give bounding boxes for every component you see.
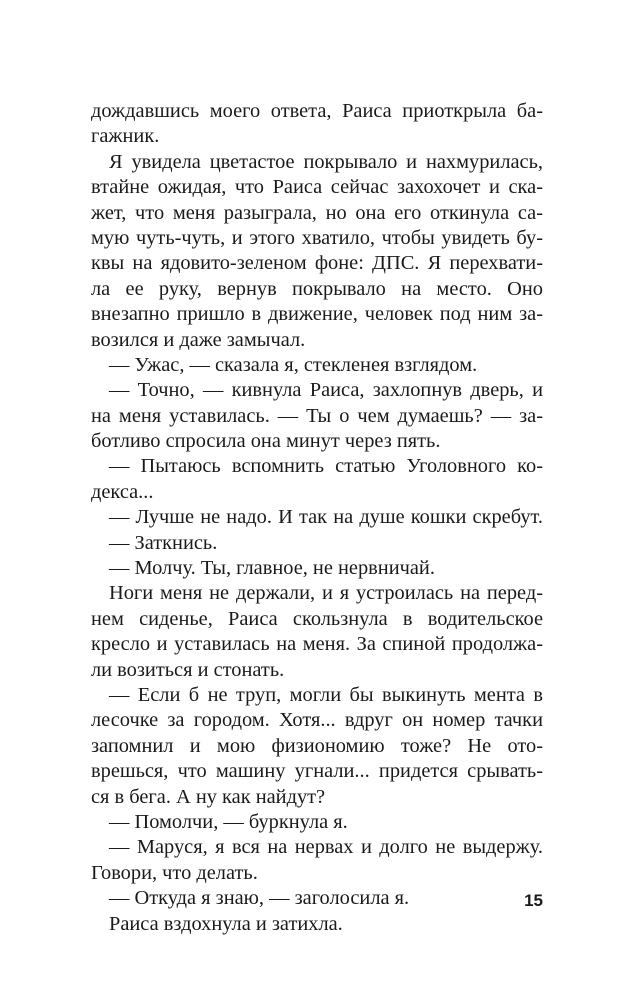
text-line: гажник. <box>91 125 160 148</box>
text-line: декса... <box>91 480 154 503</box>
text-line: ся в бега. А ну как найдут? <box>91 785 326 808</box>
text-line: — Точно, — кивнула Раиса, захлопнув дверь, и <box>109 379 543 402</box>
text-line: ботливо спросила она минут через пять. <box>91 430 441 453</box>
text-line: лесочке за городом. Хотя... вдруг он номер тачки <box>91 709 543 732</box>
text-line: мую чуть-чуть, и этого хватило, чтобы увидеть бу- <box>91 226 543 249</box>
text-line: — Откуда я знаю, — заголосила я. <box>109 887 410 910</box>
text-line: — Лучше не надо. И так на душе кошки скребут. <box>109 506 543 529</box>
text-line: квы на ядовито-зеленом фоне: ДПС. Я перехвати- <box>91 252 543 275</box>
text-line: дождавшись моего ответа, Раиса приоткрыла ба- <box>91 100 543 122</box>
text-line: — Пытаюсь вспомнить статью Уголовного ко- <box>109 455 543 478</box>
text-line: на меня уставилась. — Ты о чем думаешь? — за- <box>91 404 543 427</box>
text-line: — Молчу. Ты, главное, не нервничай. <box>109 557 435 580</box>
text-line: врешься, что машину угнали... придется срывать- <box>91 760 543 783</box>
text-line: — Ужас, — сказала я, стекленея взглядом. <box>109 353 478 376</box>
body-text <box>91 99 543 937</box>
page-number: 15 <box>524 891 543 910</box>
text-line: — Помолчи, — буркнула я. <box>109 810 348 833</box>
text-line: жет, что меня разыграла, но она его откинула са- <box>91 201 543 224</box>
text-line: Ноги меня не держали, и я устроилась на перед- <box>109 582 543 605</box>
text-line: втайне ожидая, что Раиса сейчас захохочет и ска- <box>91 176 543 199</box>
text-line: Говори, что делать. <box>91 861 258 884</box>
text-line: — Заткнись. <box>109 531 218 554</box>
text-line: запомнил и мою физиономию тоже? Не ото- <box>91 734 543 757</box>
text-line: кресло и уставилась на меня. За спиной продолжа- <box>91 633 543 656</box>
text-line: ла ее руку, вернув покрывало на место. Оно <box>91 277 543 300</box>
text-line: Раиса вздохнула и затихла. <box>109 912 343 935</box>
text-line: — Если б не труп, могли бы выкинуть мента в <box>109 683 543 706</box>
text-line: ли возиться и стонать. <box>91 658 285 681</box>
text-line: возился и даже замычал. <box>91 328 306 351</box>
text-line: — Маруся, я вся на нервах и долго не выдержу. <box>109 836 543 859</box>
text-line: Я увидела цветастое покрывало и нахмурилась, <box>109 150 543 173</box>
text-line: внезапно пришло в движение, человек под ним за- <box>91 303 543 326</box>
text-line: нем сиденье, Раиса скользнула в водительское <box>91 607 543 630</box>
